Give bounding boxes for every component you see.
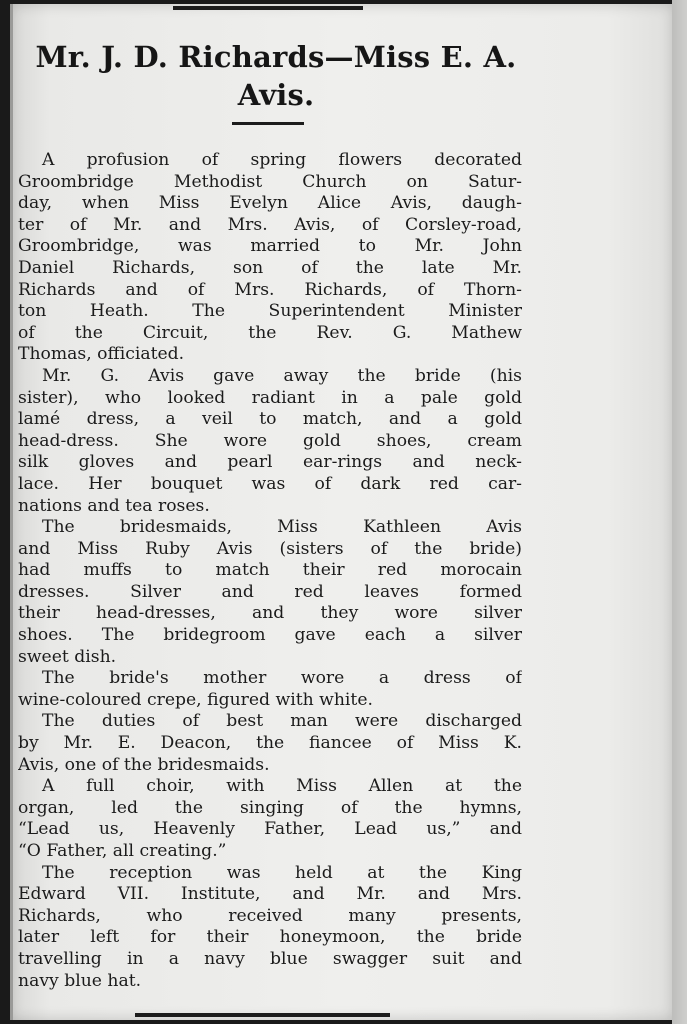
text-line: ton Heath. The Superintendent Minister [18, 301, 522, 322]
text-line: wine-coloured crepe, figured with white. [18, 689, 373, 710]
text-line: Groombridge Methodist Church on Satur- [18, 171, 522, 192]
text-line: by Mr. E. Deacon, the fiancee of Miss K. [18, 733, 522, 754]
text-line: and Miss Ruby Avis (sisters of the bride) [18, 538, 522, 559]
text-line: A full choir, with Miss Allen at the [42, 776, 522, 797]
text-line: The reception was held at the King [42, 862, 522, 883]
article-paragraph [18, 150, 522, 366]
text-line: sweet dish. [18, 646, 117, 667]
text-line: organ, led the singing of the hymns, [18, 797, 522, 818]
text-line: Mr. G. Avis gave away the bride (his [42, 365, 522, 386]
text-line: A profusion of spring flowers decorated [42, 150, 522, 170]
text-line: Thomas, officiated. [18, 344, 185, 365]
text-line: of the Circuit, the Rev. G. Mathew [18, 322, 522, 343]
text-line: The bride's mother wore a dress of [42, 668, 522, 689]
text-line: ter of Mr. and Mrs. Avis, of Corsley-road, [18, 214, 522, 235]
text-line: Richards, who received many presents, [18, 905, 522, 926]
article-paragraph [18, 517, 522, 668]
text-line: their head-dresses, and they wore silver [18, 603, 522, 624]
text-line: Edward VII. Institute, and Mr. and Mrs. [18, 884, 522, 905]
article-paragraph [18, 776, 522, 862]
text-line: nations and tea roses. [18, 495, 210, 516]
text-line: shoes. The bridegroom gave each a silver [18, 625, 522, 646]
text-line: had muffs to match their red morocain [18, 560, 522, 581]
headline-line-1: Mr. J. D. Richards—Miss E. A. [35, 40, 517, 74]
text-line: silk gloves and pearl ear-rings and neck- [18, 452, 522, 473]
text-line: dresses. Silver and red leaves formed [18, 581, 522, 602]
headline-rule [232, 122, 304, 125]
text-line: “O Father, all creating.” [18, 841, 227, 861]
text-line: day, when Miss Evelyn Alice Avis, daugh- [18, 193, 522, 214]
background-paper-strip [672, 0, 687, 1024]
text-line: head-dress. She wore gold shoes, cream [18, 430, 522, 451]
text-line: travelling in a navy blue swagger suit and [18, 948, 522, 969]
text-line: navy blue hat. [18, 970, 142, 991]
text-line: Groombridge, was married to Mr. John [18, 236, 522, 257]
text-line: lamé dress, a veil to match, and a gold [18, 409, 522, 430]
article-headline [16, 38, 536, 114]
text-line: sister), who looked radiant in a pale gold [18, 387, 522, 408]
top-rule [173, 6, 363, 10]
text-line: later left for their honeymoon, the bride [18, 927, 522, 948]
text-line: “Lead us, Heavenly Father, Lead us,” and [18, 819, 522, 840]
text-line: Richards and of Mrs. Richards, of Thorn- [18, 279, 522, 300]
clipping-left-edge [10, 4, 13, 1020]
text-line: The bridesmaids, Miss Kathleen Avis [42, 517, 522, 538]
article-paragraph [18, 711, 522, 776]
article-paragraph [18, 668, 522, 711]
text-line: Daniel Richards, son of the late Mr. [18, 257, 522, 278]
headline-line-2: Avis. [237, 78, 315, 112]
text-line: The duties of best man were discharged [42, 711, 522, 732]
article-body [18, 150, 522, 992]
text-line: lace. Her bouquet was of dark red car- [18, 473, 522, 494]
bottom-rule [135, 1013, 390, 1017]
text-line: Avis, one of the bridesmaids. [18, 754, 270, 775]
article-paragraph [18, 366, 522, 517]
article-paragraph [18, 863, 522, 993]
